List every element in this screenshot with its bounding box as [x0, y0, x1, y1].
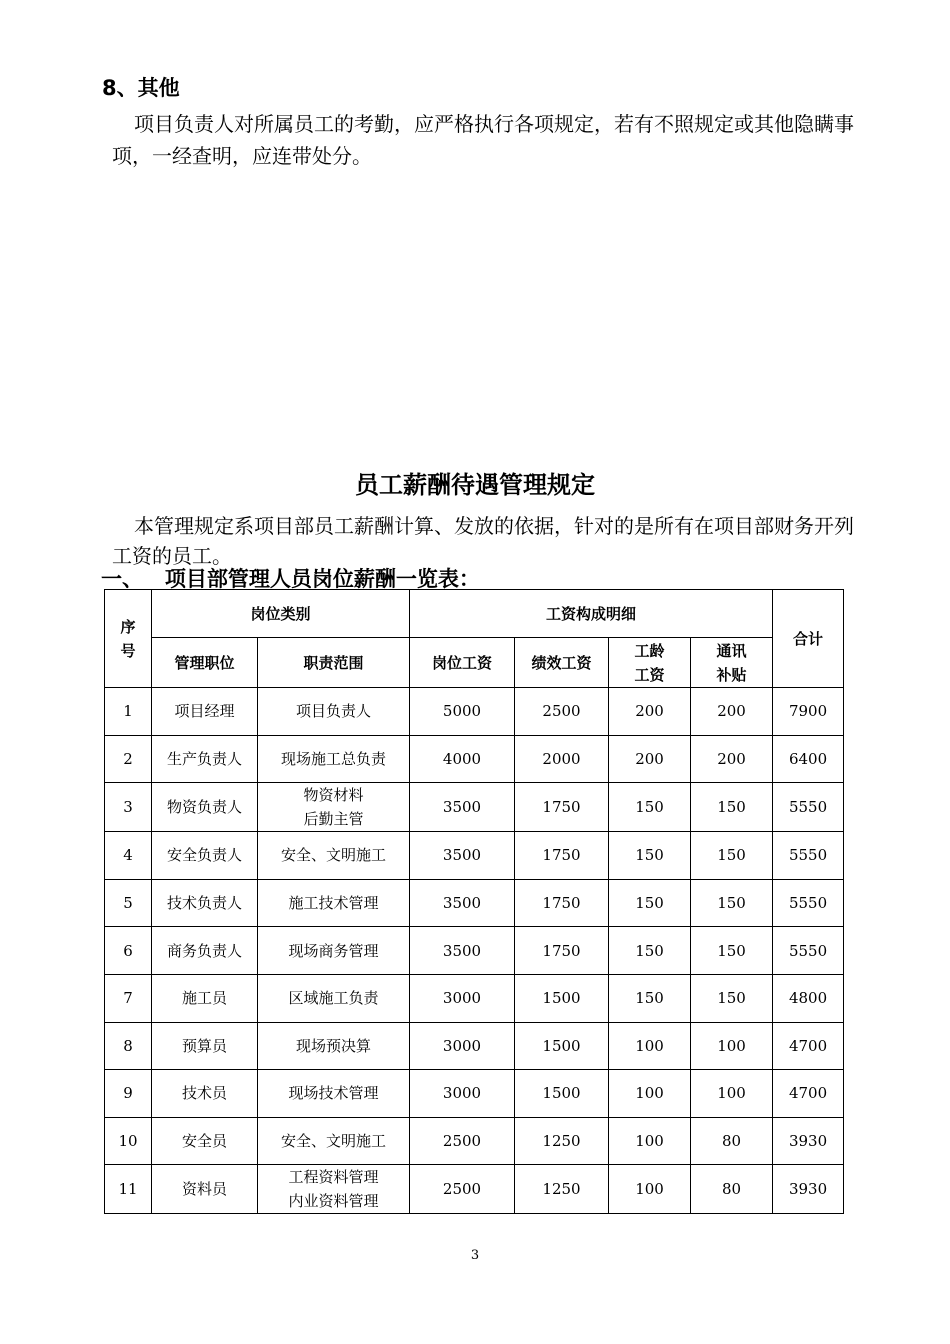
header-seniority-salary: 工龄工资 — [609, 638, 691, 688]
salary-table — [104, 589, 844, 1214]
header-comm-allowance: 通讯补贴 — [691, 638, 773, 688]
table-header-row — [105, 590, 844, 638]
cell-seniority-salary: 150 — [609, 783, 691, 832]
cell-seniority-salary: 100 — [609, 1070, 691, 1118]
cell-scope: 现场技术管理 — [258, 1070, 410, 1118]
cell-seniority-salary: 150 — [609, 879, 691, 927]
cell-comm-allowance: 200 — [691, 735, 773, 783]
cell-total: 5550 — [773, 927, 844, 975]
cell-seniority-salary: 100 — [609, 1117, 691, 1165]
cell-comm-allowance: 150 — [691, 974, 773, 1022]
cell-base-salary: 2500 — [410, 1165, 515, 1214]
cell-total: 7900 — [773, 688, 844, 736]
cell-performance-salary: 1500 — [515, 974, 609, 1022]
cell-total: 5550 — [773, 783, 844, 832]
header-breakdown: 工资构成明细 — [410, 590, 773, 638]
cell-seniority-salary: 150 — [609, 974, 691, 1022]
table-row — [105, 974, 844, 1022]
cell-comm-allowance: 150 — [691, 783, 773, 832]
table-row — [105, 1165, 844, 1214]
cell-position: 资料员 — [152, 1165, 258, 1214]
cell-total: 3930 — [773, 1165, 844, 1214]
cell-seq: 4 — [105, 832, 152, 880]
table-row — [105, 1022, 844, 1070]
cell-scope: 区域施工负责 — [258, 974, 410, 1022]
cell-performance-salary: 1750 — [515, 879, 609, 927]
cell-seniority-salary: 200 — [609, 735, 691, 783]
table-row — [105, 879, 844, 927]
table-row — [105, 832, 844, 880]
cell-comm-allowance: 150 — [691, 879, 773, 927]
cell-base-salary: 4000 — [410, 735, 515, 783]
cell-scope: 工程资料管理 内业资料管理 — [258, 1165, 410, 1214]
cell-seq: 8 — [105, 1022, 152, 1070]
cell-position: 技术负责人 — [152, 879, 258, 927]
cell-seq: 5 — [105, 879, 152, 927]
header-category: 岗位类别 — [152, 590, 410, 638]
cell-total: 4700 — [773, 1022, 844, 1070]
cell-seq: 3 — [105, 783, 152, 832]
cell-comm-allowance: 100 — [691, 1070, 773, 1118]
cell-base-salary: 3500 — [410, 879, 515, 927]
header-base-salary: 岗位工资 — [410, 638, 515, 688]
cell-total: 5550 — [773, 879, 844, 927]
section-8-text: 项目负责人对所属员工的考勤，应严格执行各项规定，若有不照规定或其他隐瞒事项，一经查明，应连带处分。 — [112, 112, 854, 168]
table-row — [105, 927, 844, 975]
cell-total: 6400 — [773, 735, 844, 783]
section-1-heading: 一、 项目部管理人员岗位薪酬一览表： — [101, 567, 480, 591]
cell-base-salary: 3000 — [410, 974, 515, 1022]
table-subheader-row — [105, 638, 844, 688]
cell-seniority-salary: 100 — [609, 1022, 691, 1070]
cell-seq: 1 — [105, 688, 152, 736]
cell-scope: 项目负责人 — [258, 688, 410, 736]
header-scope: 职责范围 — [258, 638, 410, 688]
cell-base-salary: 3500 — [410, 783, 515, 832]
cell-performance-salary: 1500 — [515, 1070, 609, 1118]
cell-total: 3930 — [773, 1117, 844, 1165]
cell-scope: 安全、文明施工 — [258, 832, 410, 880]
cell-position: 商务负责人 — [152, 927, 258, 975]
cell-performance-salary: 1500 — [515, 1022, 609, 1070]
cell-seniority-salary: 200 — [609, 688, 691, 736]
page-number: 3 — [470, 1248, 480, 1263]
cell-comm-allowance: 100 — [691, 1022, 773, 1070]
cell-performance-salary: 1750 — [515, 927, 609, 975]
cell-total: 4700 — [773, 1070, 844, 1118]
table-row — [105, 783, 844, 832]
cell-scope: 现场预决算 — [258, 1022, 410, 1070]
cell-seq: 6 — [105, 927, 152, 975]
cell-comm-allowance: 150 — [691, 927, 773, 975]
cell-base-salary: 3500 — [410, 927, 515, 975]
cell-total: 4800 — [773, 974, 844, 1022]
cell-comm-allowance: 80 — [691, 1165, 773, 1214]
cell-seniority-salary: 150 — [609, 832, 691, 880]
cell-seq: 7 — [105, 974, 152, 1022]
cell-base-salary: 3000 — [410, 1070, 515, 1118]
cell-base-salary: 3000 — [410, 1022, 515, 1070]
section-8-heading: 8、其他 — [102, 76, 180, 100]
table-row — [105, 735, 844, 783]
cell-performance-salary: 2500 — [515, 688, 609, 736]
regulation-intro: 本管理规定系项目部员工薪酬计算、发放的依据，针对的是所有在项目部财务开列工资的员工。 — [112, 514, 854, 568]
cell-comm-allowance: 150 — [691, 832, 773, 880]
cell-scope: 施工技术管理 — [258, 879, 410, 927]
cell-position: 项目经理 — [152, 688, 258, 736]
header-performance-salary: 绩效工资 — [515, 638, 609, 688]
cell-seniority-salary: 100 — [609, 1165, 691, 1214]
cell-scope: 物资材料 后勤主管 — [258, 783, 410, 832]
cell-seq: 2 — [105, 735, 152, 783]
cell-seq: 11 — [105, 1165, 152, 1214]
cell-position: 生产负责人 — [152, 735, 258, 783]
cell-position: 物资负责人 — [152, 783, 258, 832]
cell-scope: 现场商务管理 — [258, 927, 410, 975]
cell-total: 5550 — [773, 832, 844, 880]
cell-base-salary: 3500 — [410, 832, 515, 880]
cell-position: 安全员 — [152, 1117, 258, 1165]
cell-comm-allowance: 80 — [691, 1117, 773, 1165]
cell-performance-salary: 1750 — [515, 783, 609, 832]
cell-performance-salary: 2000 — [515, 735, 609, 783]
header-total: 合计 — [773, 590, 844, 688]
table-row — [105, 1070, 844, 1118]
regulation-title: 员工薪酬待遇管理规定 — [355, 471, 595, 499]
header-position: 管理职位 — [152, 638, 258, 688]
table-row — [105, 1117, 844, 1165]
cell-seq: 9 — [105, 1070, 152, 1118]
cell-seniority-salary: 150 — [609, 927, 691, 975]
cell-base-salary: 5000 — [410, 688, 515, 736]
cell-comm-allowance: 200 — [691, 688, 773, 736]
cell-position: 安全负责人 — [152, 832, 258, 880]
cell-scope: 安全、文明施工 — [258, 1117, 410, 1165]
cell-performance-salary: 1250 — [515, 1117, 609, 1165]
cell-performance-salary: 1250 — [515, 1165, 609, 1214]
cell-seq: 10 — [105, 1117, 152, 1165]
cell-scope: 现场施工总负责 — [258, 735, 410, 783]
cell-position: 施工员 — [152, 974, 258, 1022]
cell-performance-salary: 1750 — [515, 832, 609, 880]
cell-position: 预算员 — [152, 1022, 258, 1070]
cell-position: 技术员 — [152, 1070, 258, 1118]
cell-base-salary: 2500 — [410, 1117, 515, 1165]
header-seq: 序号 — [105, 590, 152, 688]
table-row — [105, 688, 844, 736]
